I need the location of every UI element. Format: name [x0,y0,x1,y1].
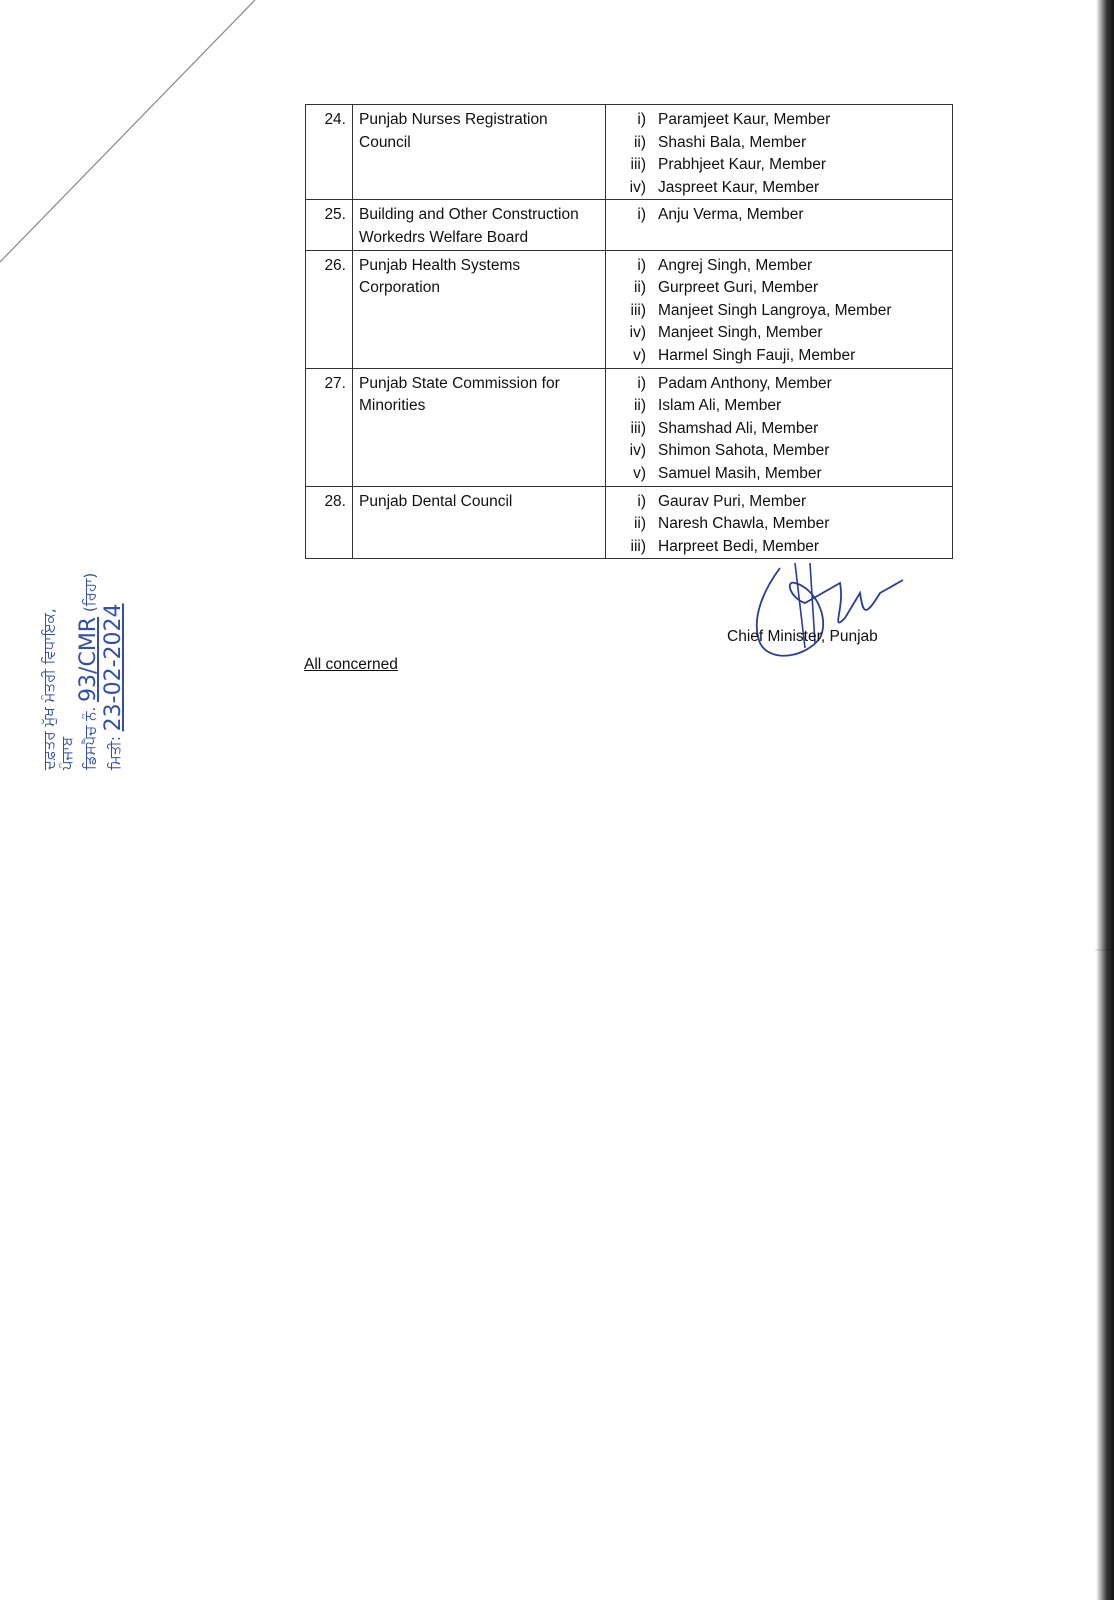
member-name: Manjeet Singh Langroya, Member [658,301,892,319]
table-row [306,250,953,368]
member-roman-index: i) [637,492,646,510]
page-edge-shadow [1096,0,1114,1600]
member-name: Gurpreet Guri, Member [658,279,819,297]
member-roman-index: i) [637,111,646,128]
member-roman-index: i) [637,374,646,392]
stamp-dispatch-number: 93/CMR [76,616,101,702]
member-name: Samuel Masih, Member [658,464,822,482]
member-name: Paramjeet Kaur, Member [658,111,831,128]
members-list [606,368,953,486]
member-roman-index: v) [633,346,646,364]
member-item [612,277,946,300]
member-name: Padam Anthony, Member [658,374,832,392]
member-item [612,132,946,155]
body-name: Punjab Health Systems Corporation [353,250,606,368]
members-list [606,200,953,250]
member-roman-index: iii) [630,537,646,555]
member-item [612,345,946,368]
stamp-line-dispatch [76,490,101,770]
stamp-line-office: ਦਫ਼ਤਰ ਮੁੱਖ ਮੰਤਰੀ ਵਿਧਾਇਕ, [40,608,58,770]
row-number: 27. [306,368,353,486]
member-item [612,373,946,396]
row-number: 25. [306,200,353,250]
member-item [612,440,946,463]
member-roman-index: iii) [630,156,646,174]
member-name: Anju Verma, Member [658,206,804,224]
member-name: Shimon Sahota, Member [658,442,830,460]
member-name: Harmel Singh Fauji, Member [658,346,856,364]
member-item [612,491,946,514]
members-list [606,486,953,559]
member-item [612,204,946,227]
signature-mark [735,558,905,668]
member-item [612,463,946,486]
member-roman-index: ii) [633,279,646,297]
member-name: Shamshad Ali, Member [658,419,819,437]
members-list [606,105,953,200]
member-name: Islam Ali, Member [658,397,782,415]
stamp-date-label: ਮਿਤੀ: [106,736,124,770]
member-roman-index: iii) [630,419,646,437]
member-roman-index: iv) [629,324,646,342]
member-name: Harpreet Bedi, Member [658,537,820,555]
member-roman-index: iv) [629,442,646,460]
member-item [612,177,946,200]
table-row [306,105,953,200]
body-name: Punjab Nurses Registration Council [353,105,606,200]
body-name: Punjab State Commission for Minorities [353,368,606,486]
row-number: 26. [306,250,353,368]
member-roman-index: v) [633,464,646,482]
table-row [306,486,953,559]
member-name: Prabhjeet Kaur, Member [658,156,827,174]
table-row [306,368,953,486]
signatory-designation: Chief Minister, Punjab [727,628,878,645]
member-name: Naresh Chawla, Member [658,515,830,533]
table-row [306,200,953,250]
member-item [612,154,946,177]
row-number: 28. [306,486,353,559]
member-item [612,418,946,441]
member-roman-index: ii) [633,397,646,415]
stamp-line-state: ਪੰਜਾਬ [58,736,76,770]
member-name: Angrej Singh, Member [658,256,813,274]
member-item [612,395,946,418]
committee-members-table [305,104,953,559]
body-name: Building and Other Construction Workedrs Welfare Board [353,200,606,250]
stamp-dispatch-label: ਡਿਸਪੈਚ ਨੰ. [81,706,99,770]
body-name: Punjab Dental Council [353,486,606,559]
member-roman-index: ii) [633,515,646,533]
member-name: Jaspreet Kaur, Member [658,178,820,196]
member-item [612,300,946,323]
member-item [612,322,946,345]
member-roman-index: iii) [630,301,646,319]
member-name: Manjeet Singh, Member [658,324,823,342]
stamp-line-date [101,490,126,770]
member-name: Gaurav Puri, Member [658,492,807,510]
member-item [612,109,946,132]
members-list [606,250,953,368]
member-roman-index: i) [637,256,646,274]
stamp-date-value: 23-02-2024 [101,603,126,732]
distribution-line: All concerned [304,656,398,673]
member-name: Shashi Bala, Member [658,133,807,151]
table-body [306,105,953,559]
member-roman-index: ii) [633,133,646,151]
member-roman-index: i) [637,206,646,224]
member-item [612,536,946,559]
member-roman-index: iv) [629,178,646,196]
dispatch-stamp [40,490,160,790]
member-item [612,255,946,278]
row-number: 24. [306,105,353,200]
stamp-dispatch-suffix: (ਰਿਹਾ) [81,572,99,613]
member-item [612,513,946,536]
